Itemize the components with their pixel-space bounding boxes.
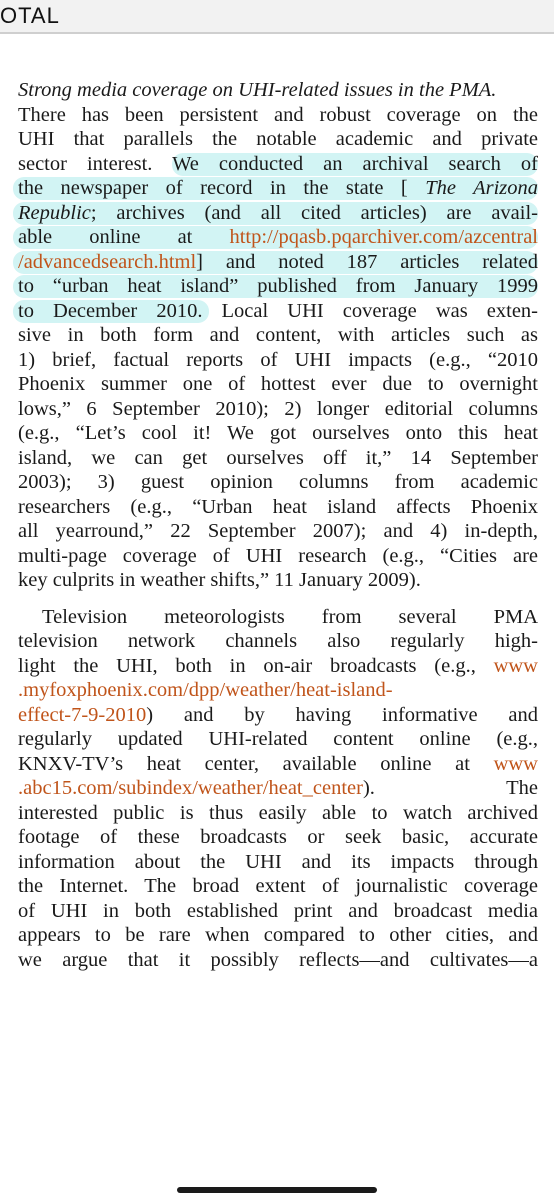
text-line: .abc15.com/subindex/weather/heat_center). The: [18, 777, 538, 799]
text-line: footage of these broadcasts or seek basic, accurate: [18, 826, 538, 848]
abc15-link-cont[interactable]: .abc15.com/subindex/weather/heat_center: [18, 777, 363, 799]
home-indicator[interactable]: [177, 1187, 377, 1193]
fox-link-end[interactable]: effect-7-9-2010: [18, 703, 147, 726]
text-line: Phoenix summer one of hottest ever due to overnight: [18, 373, 538, 395]
text-line: regularly updated UHI-related content online (e.g.,: [18, 728, 538, 750]
text-line: Republic; archives (and all cited articles) are avail-: [18, 201, 538, 226]
abc15-link[interactable]: www: [493, 752, 538, 775]
text-line: (e.g., “Let’s cool it! We got ourselves onto this heat: [18, 422, 538, 444]
text-line: lows,” 6 September 2010); 2) longer editorial columns: [18, 397, 538, 420]
text-line: appears to be rare when compared to other cities, and: [18, 924, 538, 946]
section-heading: Strong media coverage on UHI-related issues in the PMA.: [18, 79, 497, 101]
text-line: effect-7-9-2010) and by having informative and: [18, 703, 538, 726]
text-line: of UHI in both established print and broadcast media: [18, 899, 538, 922]
archive-link[interactable]: http://pqasb.pqarchiver.com/azcentral: [229, 226, 538, 248]
text-line: sive in both form and content, with articles such as: [18, 324, 538, 346]
text-line: we argue that it possibly reflects—and cultivates—a: [18, 948, 538, 971]
text-line: to “urban heat island” published from January 1999: [18, 274, 538, 299]
text-line: KNXV-TV’s heat center, available online at www: [18, 752, 538, 775]
fox-link[interactable]: www: [493, 654, 538, 677]
journal-header-label: OTAL: [0, 3, 60, 28]
text-line: multi-page coverage of UHI research (e.g., “Cities are: [18, 544, 538, 567]
text-line: /advancedsearch.html] and noted 187 articles related: [18, 250, 538, 275]
text-line: the Internet. The broad extent of journalistic coverage: [18, 875, 538, 897]
text-line: information about the UHI and its impacts through: [18, 850, 538, 873]
text-line: 1) brief, factual reports of UHI impacts (e.g., “2010: [18, 348, 538, 371]
text-line: all yearround,” 22 September 2007); and 4) in-depth,: [18, 520, 538, 542]
text-line: island, we can get ourselves off it,” 14 September: [18, 446, 538, 469]
text-line: television network channels also regularly high-: [18, 630, 538, 652]
highlighted-text: We conducted an archival search of: [172, 152, 538, 175]
top-bar: [0, 0, 554, 34]
article-body: [18, 78, 538, 972]
text-line: to December 2010. Local UHI coverage was exten-: [18, 299, 538, 324]
highlighted-text: to December 2010.: [18, 299, 203, 322]
text-line: sector interest. We conducted an archival search of: [18, 152, 538, 175]
text-line: the newspaper of record in the state [ The Arizona: [18, 176, 538, 201]
text-line: key culprits in weather shifts,” 11 January 2009).: [18, 569, 421, 591]
text-line: 2003); 3) guest opinion columns from academic: [18, 471, 538, 493]
text-line: Television meteorologists from several PMA: [42, 605, 538, 628]
text-line: light the UHI, both in on-air broadcasts (e.g., www: [18, 654, 538, 677]
archive-link-cont[interactable]: /advancedsearch.html: [18, 250, 197, 273]
fox-link-cont[interactable]: .myfoxphoenix.com/dpp/weather/heat-island-: [18, 679, 393, 701]
text-line: interested public is thus easily able to watch archived: [18, 801, 538, 824]
text-line: researchers (e.g., “Urban heat island affects Phoenix: [18, 495, 538, 518]
text-line: UHI that parallels the notable academic and private: [18, 128, 538, 150]
text-line: There has been persistent and robust coverage on the: [18, 103, 538, 126]
text-line: able online at http://pqasb.pqarchiver.com/azcentral: [18, 225, 538, 250]
